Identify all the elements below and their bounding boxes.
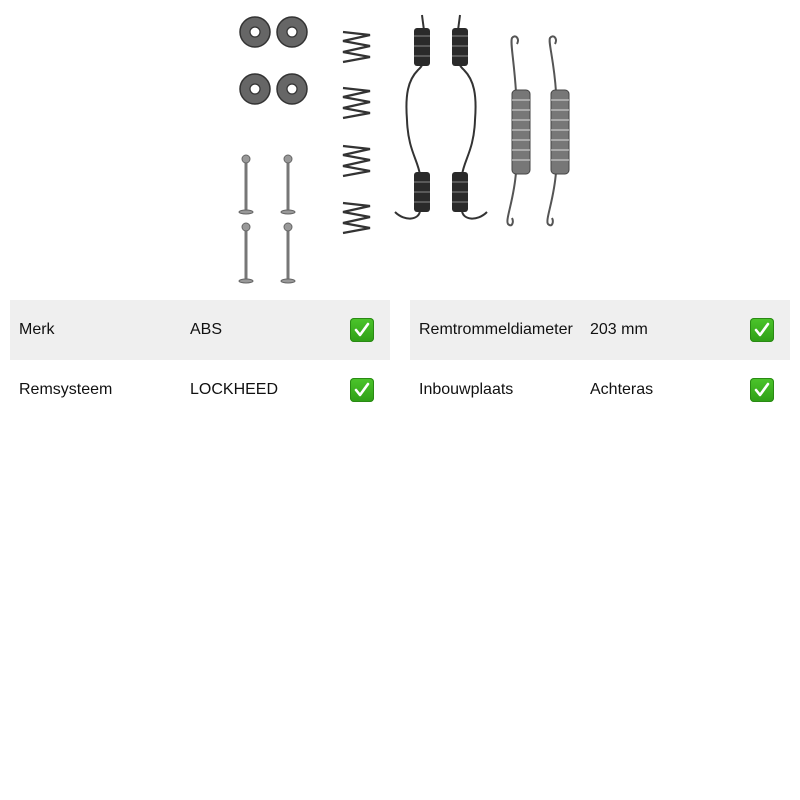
green-check-icon bbox=[350, 318, 374, 342]
spec-label: Remsysteem bbox=[19, 381, 113, 398]
spec-value: LOCKHEED bbox=[190, 381, 279, 398]
spec-row-remsysteem bbox=[10, 360, 390, 420]
pin-icon bbox=[246, 160, 288, 281]
return-spring-icon bbox=[395, 15, 487, 219]
spec-row-merk bbox=[10, 300, 390, 360]
spec-label: Inbouwplaats bbox=[419, 381, 514, 398]
spec-label: Remtrommeldiameter bbox=[419, 321, 573, 338]
spec-label: Merk bbox=[19, 321, 55, 338]
green-check-icon bbox=[750, 318, 774, 342]
green-check-icon bbox=[350, 378, 374, 402]
small-spring-icon bbox=[343, 32, 370, 233]
spec-table-left bbox=[10, 300, 390, 420]
spec-value: ABS bbox=[190, 321, 223, 338]
brake-kit-image bbox=[230, 10, 580, 290]
spec-table-right bbox=[410, 300, 790, 420]
spec-row-inbouwplaats bbox=[410, 360, 790, 420]
spec-row-remtrommeldiameter bbox=[410, 300, 790, 360]
spec-value: 203 mm bbox=[590, 321, 648, 338]
green-check-icon bbox=[750, 378, 774, 402]
spec-value: Achteras bbox=[590, 381, 654, 398]
